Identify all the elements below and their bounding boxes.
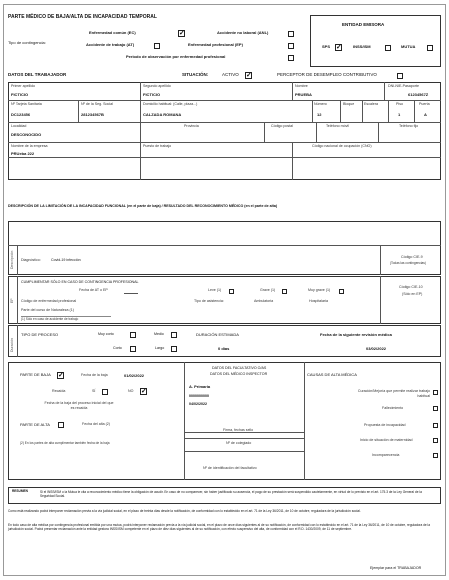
contingency-ec-checkbox[interactable]: ✓ bbox=[179, 30, 185, 37]
course-note: (1) Sólo en caso de accidente de trabajo bbox=[21, 317, 79, 321]
province-label: Provincia bbox=[184, 124, 199, 128]
very-serious-checkbox[interactable] bbox=[339, 289, 344, 294]
diagnosis-field[interactable]: Covid-19 infección bbox=[51, 258, 81, 262]
sick-leave-label: PARTE DE BAJA bbox=[20, 372, 51, 377]
company-label: Nombre de la empresa bbox=[11, 144, 48, 148]
summary-text: Si el INSS/ISM o la Mutua le cita a reconocimiento médico tiene la obligación de acudir. En caso de no comparecer, sin haber justificado su ausencia, el pago de su prestación será suspendido cautelarmente, en virtud de lo previsto en el art. 175.3 de la Ley General de la Seguridad Social. bbox=[40, 490, 422, 499]
mild-checkbox[interactable] bbox=[229, 289, 234, 294]
relapse-label: Recaída bbox=[52, 389, 66, 393]
very-short-checkbox[interactable] bbox=[130, 332, 136, 338]
cie9-label: Código CIE-9 bbox=[401, 255, 423, 259]
entity-sps-label: SPS bbox=[322, 44, 331, 49]
cause-maternity-checkbox[interactable] bbox=[433, 438, 438, 443]
claim-paragraph-1: Como está realizando podrá interponer reclamación previa a la vía judicial social, en el plazo de treinta días desde la notificación, de conformidad con lo establecido en el art. 71 de la Ley 36/2011, de 10 de octubre, reguladora de la jurisdicción social. bbox=[8, 509, 361, 513]
long-checkbox[interactable] bbox=[171, 346, 177, 352]
next-review-label: Fecha de la siguiente revisión médica bbox=[320, 332, 392, 337]
floor-label: Piso bbox=[396, 102, 403, 106]
very-short-label: Muy corto bbox=[98, 332, 114, 336]
landline-label: Teléfono fijo bbox=[399, 124, 419, 128]
outpatient-label: Ambulatoria bbox=[254, 299, 274, 303]
floor-field[interactable]: 1 bbox=[398, 112, 401, 117]
collegiate-label: Nº de colegiado bbox=[226, 441, 252, 445]
next-review-field[interactable]: 03/02/2022 bbox=[366, 346, 387, 351]
process-type-label: TIPO DE PROCESO bbox=[21, 332, 59, 337]
name-label: Nombre bbox=[295, 84, 308, 88]
discharge-causes-title: CAUSAS DE ALTA MÉDICA bbox=[307, 372, 357, 377]
claim-paragraph-2: En todo caso de alta médica por contingencia profesional emitida por una mutua, podrá interponer reclamación previa a la vía judicial social, en el plazo de once días siguientes al de su notificación, de conformidad con lo establecido en el art. 71 de la Ley 36/2011, de 10 de octubre, reguladora de la jurisdicción social. Podrá presentar reclamación ante la entidad gestora INSS/ISM competente en el plazo de diez días siguientes al de su notificación, con efecto suspensivo del alta, de conformidad con el R.D. 1430/2009, de 11 de septiembre. bbox=[8, 523, 431, 532]
name-field[interactable]: PRUEBA bbox=[295, 92, 312, 97]
id-doc-field[interactable]: 61234567Z bbox=[408, 92, 429, 97]
stair-label: Escalera bbox=[364, 102, 378, 106]
contingency-at-checkbox[interactable] bbox=[154, 43, 160, 49]
discharge-note: (2) En los partes de alta cumplimentar también fecha de la baja bbox=[20, 441, 110, 445]
physician-center: A. Primaria bbox=[189, 384, 211, 389]
summary-label: RESUMEN bbox=[12, 489, 28, 493]
cie10-label: Código CIE-10 bbox=[399, 285, 423, 289]
contingency-at-label: Accidente de trabajo (AT) bbox=[86, 42, 135, 47]
assistance-type-label: Tipo de asistencia: bbox=[194, 299, 224, 303]
first-surname-label: Primer apellido bbox=[11, 84, 35, 88]
relapse-no-checkbox[interactable]: ✓ bbox=[141, 388, 147, 395]
sick-leave-form bbox=[3, 4, 446, 576]
worker-data-grid bbox=[8, 82, 441, 180]
process-box bbox=[8, 325, 441, 357]
worker-section-title: DATOS DEL TRABAJADOR bbox=[8, 72, 67, 77]
second-surname-label: Segundo apellido bbox=[143, 84, 171, 88]
cause-cure: Curación/Mejoría que permite realizar trabajo habitual bbox=[357, 389, 430, 398]
number-field[interactable]: 12 bbox=[317, 112, 322, 117]
relapse-yes-label: SÍ bbox=[92, 389, 96, 393]
door-label: Puerta bbox=[419, 102, 430, 106]
unemployed-checkbox[interactable] bbox=[397, 73, 403, 79]
physician-code: 0000000000 bbox=[189, 394, 209, 398]
relapse-no-label: NO bbox=[128, 389, 134, 393]
cause-disability: Propuesta de incapacidad bbox=[364, 423, 406, 427]
cause-death-checkbox[interactable] bbox=[433, 406, 438, 411]
situation-label: SITUACIÓN: bbox=[182, 72, 209, 77]
contingency-obs-checkbox[interactable] bbox=[288, 55, 294, 61]
short-checkbox[interactable] bbox=[130, 346, 136, 352]
block-label: Bloque bbox=[343, 102, 355, 106]
contingency-obs-label: Periodo de observación por enfermedad profesional bbox=[126, 54, 226, 59]
first-surname-field[interactable]: FICTICIO bbox=[11, 92, 29, 97]
health-card-field[interactable]: DC123456 bbox=[11, 112, 31, 117]
cause-maternity: Inicio de situación de maternidad bbox=[360, 438, 413, 442]
door-field[interactable]: A bbox=[424, 112, 427, 117]
form-title: PARTE MÉDICO DE BAJA/ALTA DE INCAPACIDAD TEMPORAL bbox=[8, 14, 157, 20]
contingency-anl-checkbox[interactable] bbox=[288, 31, 294, 37]
locality-label: Localidad bbox=[11, 124, 27, 128]
number-label: Número bbox=[314, 102, 327, 106]
company-field[interactable]: PRUeba 222 bbox=[11, 151, 35, 156]
estimated-duration-label: DURACIÓN ESTIMADA bbox=[196, 332, 239, 337]
id-doc-label: DNI-NIE-Pasaporte bbox=[388, 84, 419, 88]
leave-date-field[interactable]: 01/02/2022 bbox=[124, 373, 145, 378]
entity-inss-label: INSS/ISM bbox=[353, 44, 371, 49]
discharge-checkbox[interactable] bbox=[58, 422, 64, 428]
limitation-title: DESCRIPCIÓN DE LA LIMITACIÓN DE LA INCAPACIDAD FUNCIONAL (en el parte de baja) / RESULTADO DEL RECONOCIMIENTO MÉDICO (en el parte de alta) bbox=[8, 204, 278, 208]
contingency-ep-checkbox[interactable] bbox=[288, 43, 294, 49]
ss-number-label: Nº de la Seg. Social bbox=[81, 102, 113, 106]
mobile-phone-label: Teléfono móvil bbox=[326, 124, 349, 128]
professional-side-label: EP bbox=[10, 298, 14, 303]
process-side-label: Duración bbox=[10, 337, 14, 352]
leave-date-label: Fecha de la baja bbox=[81, 373, 108, 377]
initial-leave-date-label: Fecha de la baja del proceso inicial del que es recaída bbox=[44, 401, 114, 411]
address-label: Domicilio habitual: (Calle, plaza...) bbox=[143, 102, 198, 106]
serious-checkbox[interactable] bbox=[282, 289, 287, 294]
cie9-sublabel: (Todas las contingencias) bbox=[390, 261, 426, 265]
course-part-label: Parte del curso de Naturaleza (1) bbox=[21, 308, 74, 312]
discharge-label: PARTE DE ALTA bbox=[20, 422, 50, 427]
relapse-yes-checkbox[interactable] bbox=[102, 389, 108, 395]
physician-title-2: DATOS DEL MÉDICO INSPECTOR bbox=[210, 372, 268, 376]
ss-number-field[interactable]: 281234567B bbox=[81, 112, 104, 117]
copy-label: Ejemplar para el TRABAJADOR bbox=[370, 566, 422, 570]
address-field[interactable]: CALZADA ROMANA bbox=[143, 112, 182, 117]
serious-label: Grave (1) bbox=[260, 288, 276, 292]
entity-mutua-label: MUTUA bbox=[401, 44, 416, 49]
cause-disability-checkbox[interactable] bbox=[433, 423, 438, 428]
professional-title: CUMPLIMENTAR SÓLO EN CASO DE CONTINGENCIA PROFESIONAL bbox=[21, 280, 139, 284]
job-position-label: Puesto de trabajo bbox=[143, 144, 172, 148]
limitation-side-label: Descripción bbox=[10, 250, 14, 269]
contingency-ep-label: Enfermedad profesional (EP) bbox=[188, 42, 243, 47]
physician-id-label: Nº de identificación del facultativo bbox=[203, 466, 257, 470]
ep-code-label: Código de enfermedad profesional bbox=[21, 299, 77, 303]
contingency-type-label: Tipo de contingencia: bbox=[8, 40, 46, 45]
cause-absence: Incomparecencia bbox=[372, 453, 400, 457]
short-label: Corto bbox=[113, 346, 122, 350]
active-label: ACTIVO bbox=[222, 72, 239, 77]
unemployed-label: PERCEPTOR DE DESEMPLEO CONTRIBUTIVO bbox=[277, 72, 377, 77]
physician-date: 04/02/2022 bbox=[189, 402, 207, 406]
estimated-duration-field[interactable]: 0 días bbox=[218, 346, 230, 351]
sick-leave-checkbox[interactable]: ✓ bbox=[58, 372, 64, 379]
active-checkbox[interactable]: ✓ bbox=[246, 72, 252, 79]
diagnosis-label: Diagnóstico: bbox=[21, 258, 41, 262]
hospital-label: Hospitalaria bbox=[309, 299, 328, 303]
cause-cure-checkbox[interactable] bbox=[433, 390, 438, 395]
cause-death: Fallecimiento bbox=[382, 406, 404, 410]
medium-label: Medio bbox=[154, 332, 164, 336]
discharge-date-label: Fecha del alta (2) bbox=[82, 422, 110, 426]
mild-label: Leve (1) bbox=[208, 288, 222, 292]
contingency-ec-label: Enfermedad común (EC) bbox=[89, 30, 136, 35]
physician-title-1: DATOS DEL FACULTATIVO O/AS bbox=[212, 366, 267, 370]
very-serious-label: Muy grave (1) bbox=[308, 288, 331, 292]
cause-absence-checkbox[interactable] bbox=[433, 453, 438, 458]
entity-mutua-checkbox[interactable] bbox=[427, 45, 433, 51]
at-ep-date-label: Fecha de AT o EP bbox=[79, 288, 108, 292]
issuing-entity-title: ENTIDAD EMISORA bbox=[342, 22, 385, 27]
health-card-label: Nº Tarjeta Sanitaria bbox=[11, 102, 42, 106]
locality-field[interactable]: DESCONOCIDO bbox=[11, 132, 42, 137]
signature-label: Firma, fechas sello bbox=[223, 428, 254, 432]
long-label: Largo bbox=[155, 346, 165, 350]
limitation-box bbox=[8, 221, 441, 275]
postal-code-label: Código postal bbox=[271, 124, 293, 128]
medium-checkbox[interactable] bbox=[171, 332, 177, 338]
cie10-sublabel: (Sólo en EP) bbox=[402, 292, 423, 296]
entity-inss-checkbox[interactable] bbox=[385, 45, 391, 51]
contingency-anl-label: Accidente no laboral (ANL) bbox=[217, 30, 269, 35]
entity-sps-checkbox[interactable]: ✓ bbox=[336, 44, 342, 51]
leave-box bbox=[8, 362, 441, 480]
occupation-code-label: Código nacional de ocupación (CNO) bbox=[312, 144, 372, 148]
second-surname-field[interactable]: FICTICIO bbox=[143, 92, 161, 97]
